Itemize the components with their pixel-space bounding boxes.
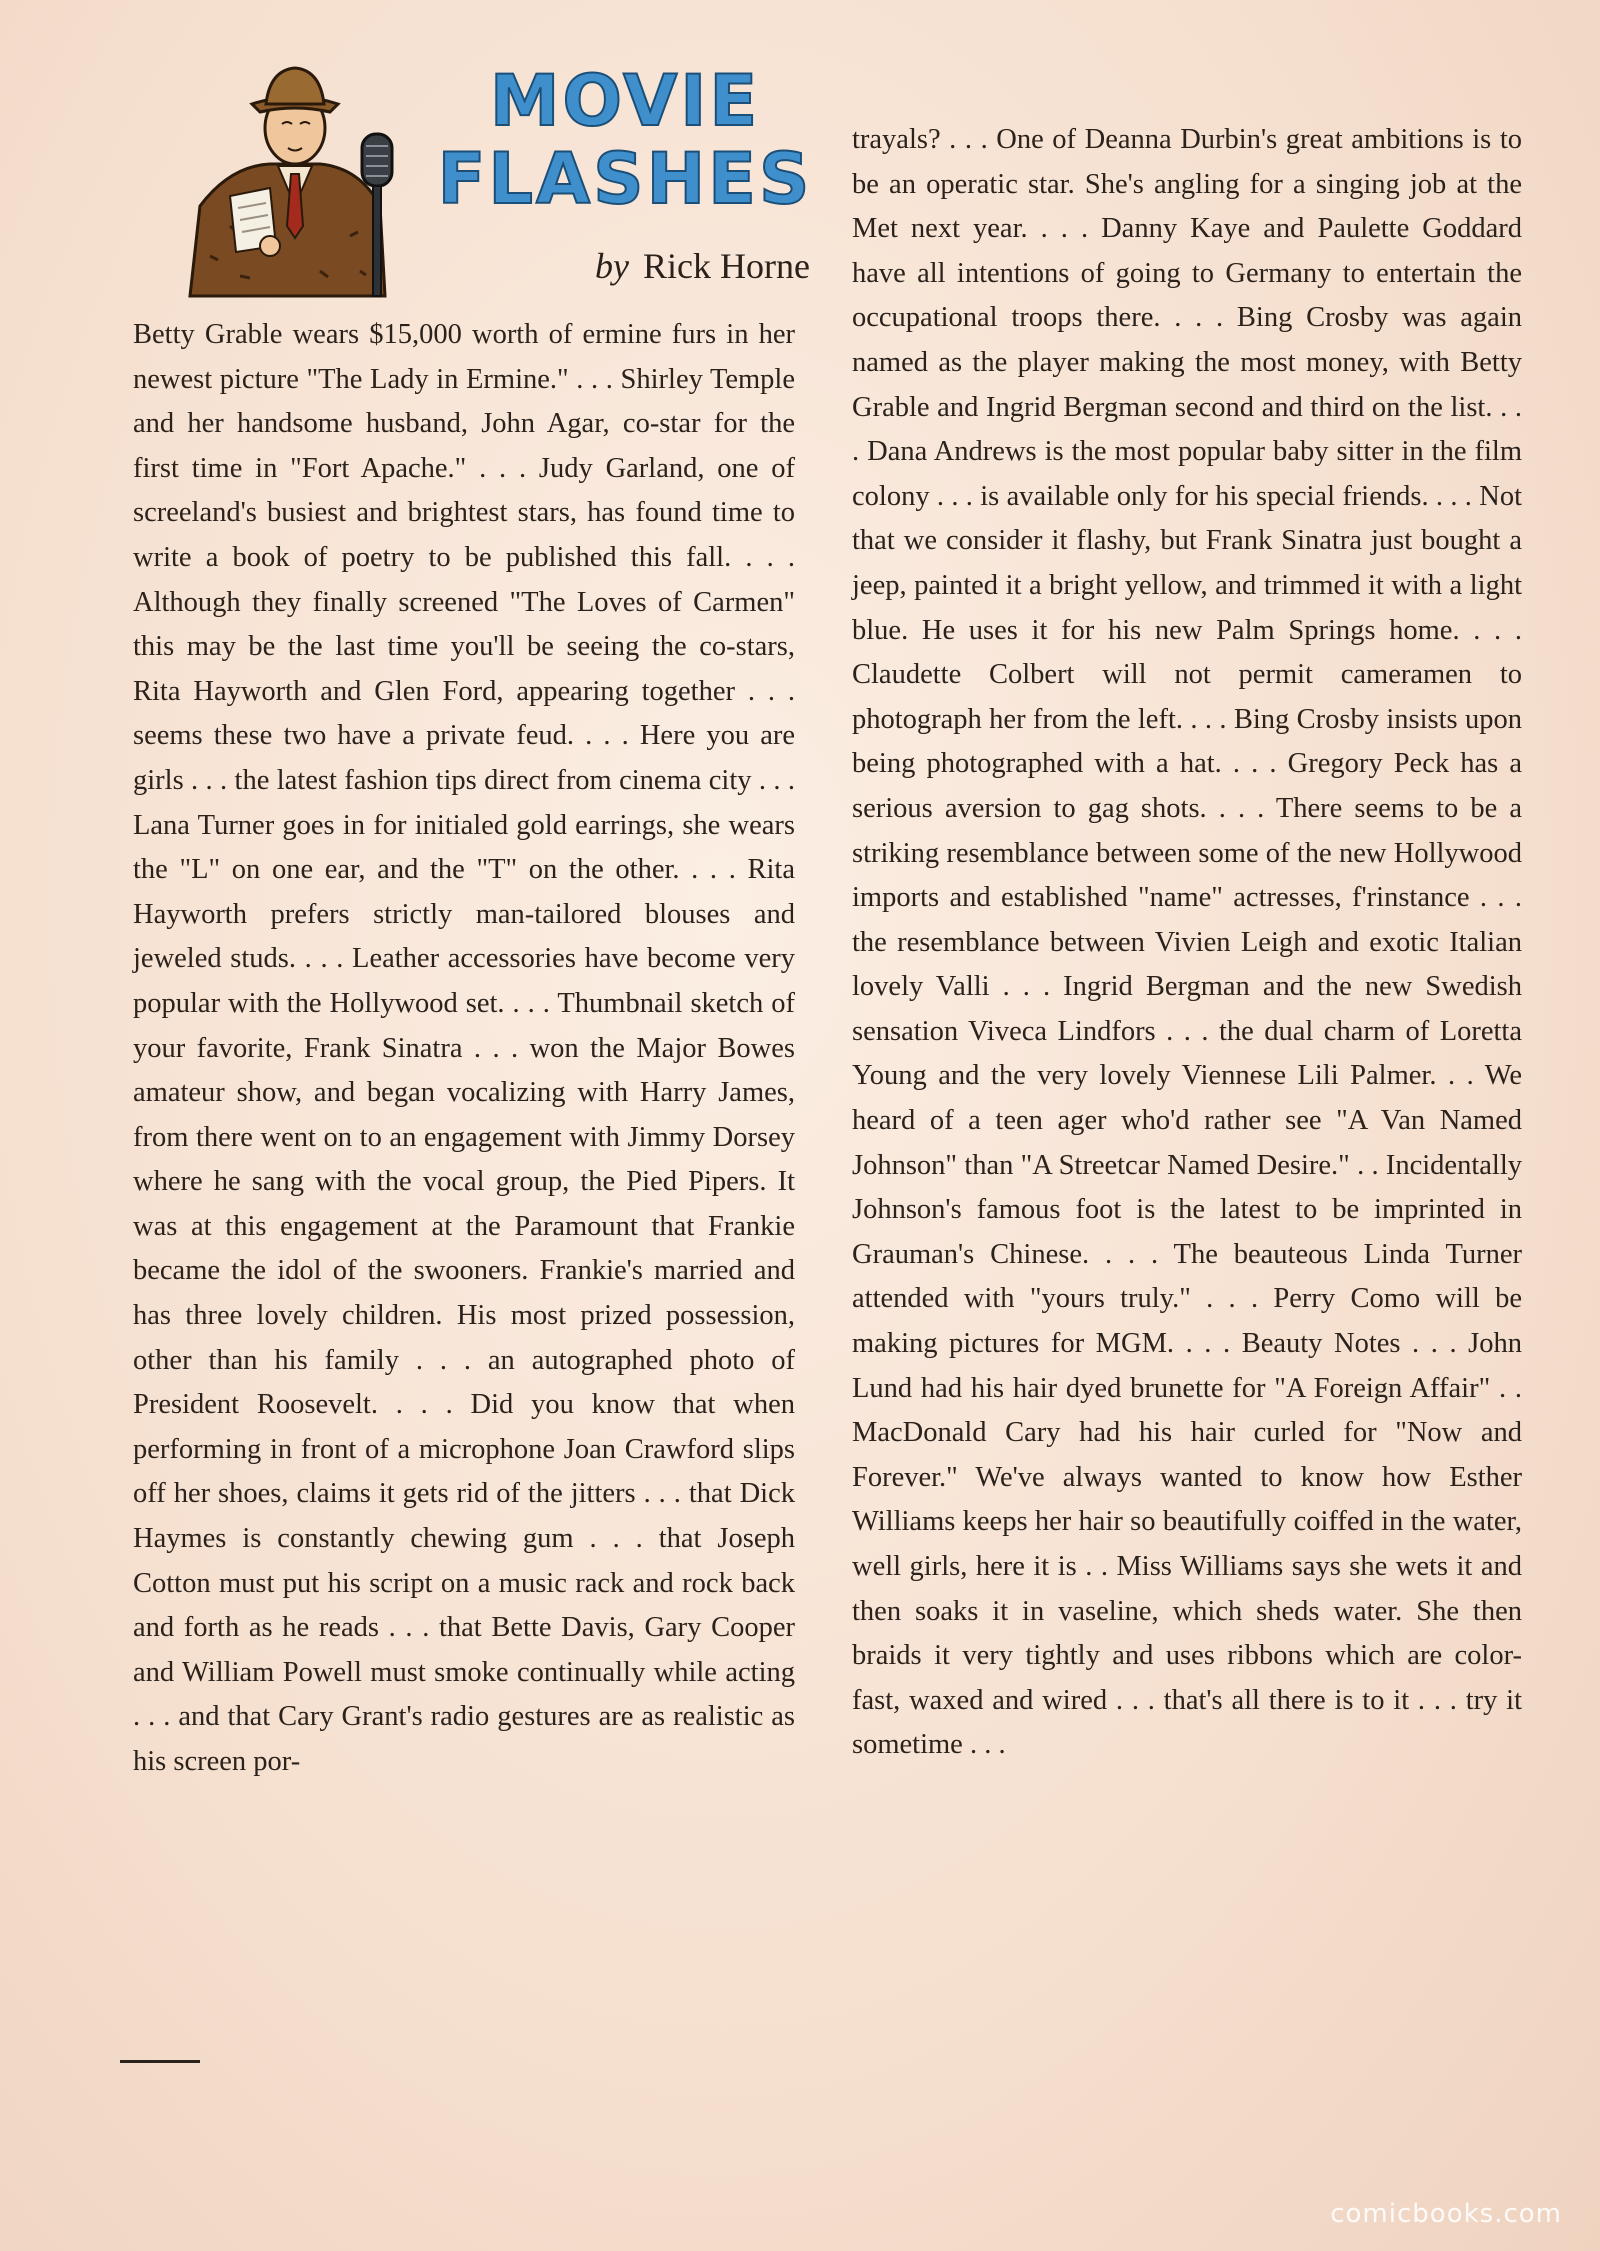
author-name: Rick Horne [642,246,810,286]
title-line-flashes: FLASHES [437,138,813,220]
text-column-right [852,118,1522,1768]
column-right-text: trayals? . . . One of Deanna Durbin's great ambitions is to be an operatic star. She's angling for a singing job at the Met next year. . . . Danny Kaye and Paulette Goddard have all intentions of going to Germany to entertain the occupational troops there. . . . Bing Crosby was again named as the player making the most money, with Betty Grable and Ingrid Bergman second and third on the list. . . . Dana Andrews is the most popular baby sitter in the film colony . . . is available only for his special friends. . . . Not that we consider it flashy, but Frank Sinatra just bought a jeep, painted it a bright yellow, and trimmed it with a light blue. He uses it for his new Palm Springs home. . . . Claudette Colbert will not permit cameramen to photograph her from the left. . . . Bing Crosby insists upon being photographed with a hat. . . . Gregory Peck has a serious aversion to gag shots. . . . There seems to be a striking resemblance between some of the new Hollywood imports and established "name" actresses, f'rinstance . . . the resemblance between Vivien Leigh and exotic Italian lovely Valli . . . Ingrid Bergman and the new Swedish sensation Viveca Lindfors . . . the dual charm of Loretta Young and the very lovely Viennese Lili Palmer. . . We heard of a teen ager who'd rather see "A Van Named Johnson" than "A Streetcar Named Desire." . . Incidentally Johnson's famous foot is the latest to be imprinted in Grauman's Chinese. . . . The beauteous Linda Turner attended with "yours truly." . . . Perry Como will be making pictures for MGM. . . . Beauty Notes . . . John Lund had his hair dyed brunette for "A Foreign Affair" . . MacDonald Cary had his hair curled for "Now and Forever." We've always wanted to know how Esther Williams keeps her hair so beautifully coiffed in the water, well girls, here it is . . Miss Williams says she wets it and then soaks it in vaseline, which sheds water. She then braids it very tightly and uses ribbons which are color-fast, waxed and wired . . . that's all there is to it . . . try it sometime . . . [852,124,1522,1761]
column-left-text: Betty Grable wears $15,000 worth of ermine furs in her newest picture "The Lady in Ermine." . . . Shirley Temple and her handsome husband, John Agar, co-star for the first time in "Fort Apache." . . . Judy Garland, one of screeland's busiest and brightest stars, has found time to write a book of poetry to be published this fall. . . . Although they finally screened "The Loves of Carmen" this may be the last time you'll be seeing the co-stars, Rita Hayworth and Glen Ford, appearing together . . . seems these two have a private feud. . . . Here you are girls . . . the latest fashion tips direct from cinema city . . . Lana Turner goes in for initialed gold earrings, she wears the "L" on one ear, and the "T" on the other. . . . Rita Hayworth prefers strictly man-tailored blouses and jeweled studs. . . . Leather accessories have become very popular with the Hollywood set. . . . Thumbnail sketch of your favorite, Frank Sinatra . . . won the Major Bowes amateur show, and began vocalizing with Harry James, from there went on to an engagement with Jimmy Dorsey where he sang with the vocal group, the Pied Pipers. It was at this engagement at the Paramount that Frankie became the idol of the swooners. Frankie's married and has three lovely children. His most prized possession, other than his family . . . an autographed photo of President Roosevelt. . . . Did you know that when performing in front of a microphone Joan Crawford slips off her shoes, claims it gets rid of the jitters . . . that Dick Haymes is constantly chewing gum . . . that Joseph Cotton must put his script on a music rack and rock back and forth as he reads . . . that Bette Davis, Gary Cooper and William Powell must smoke continually while acting . . . and that Cary Grant's radio gestures are as realistic as his screen por- [133,319,795,1777]
text-column-left [133,313,795,1785]
radio-host-illustration [170,56,420,306]
title-line-movie: MOVIE [489,60,761,142]
watermark: comicbooks.com [1330,2199,1562,2229]
byline-prefix: by [595,246,629,286]
byline [595,245,810,287]
article-header [160,50,820,310]
footer-rule [120,2060,200,2063]
article-title [410,62,840,218]
